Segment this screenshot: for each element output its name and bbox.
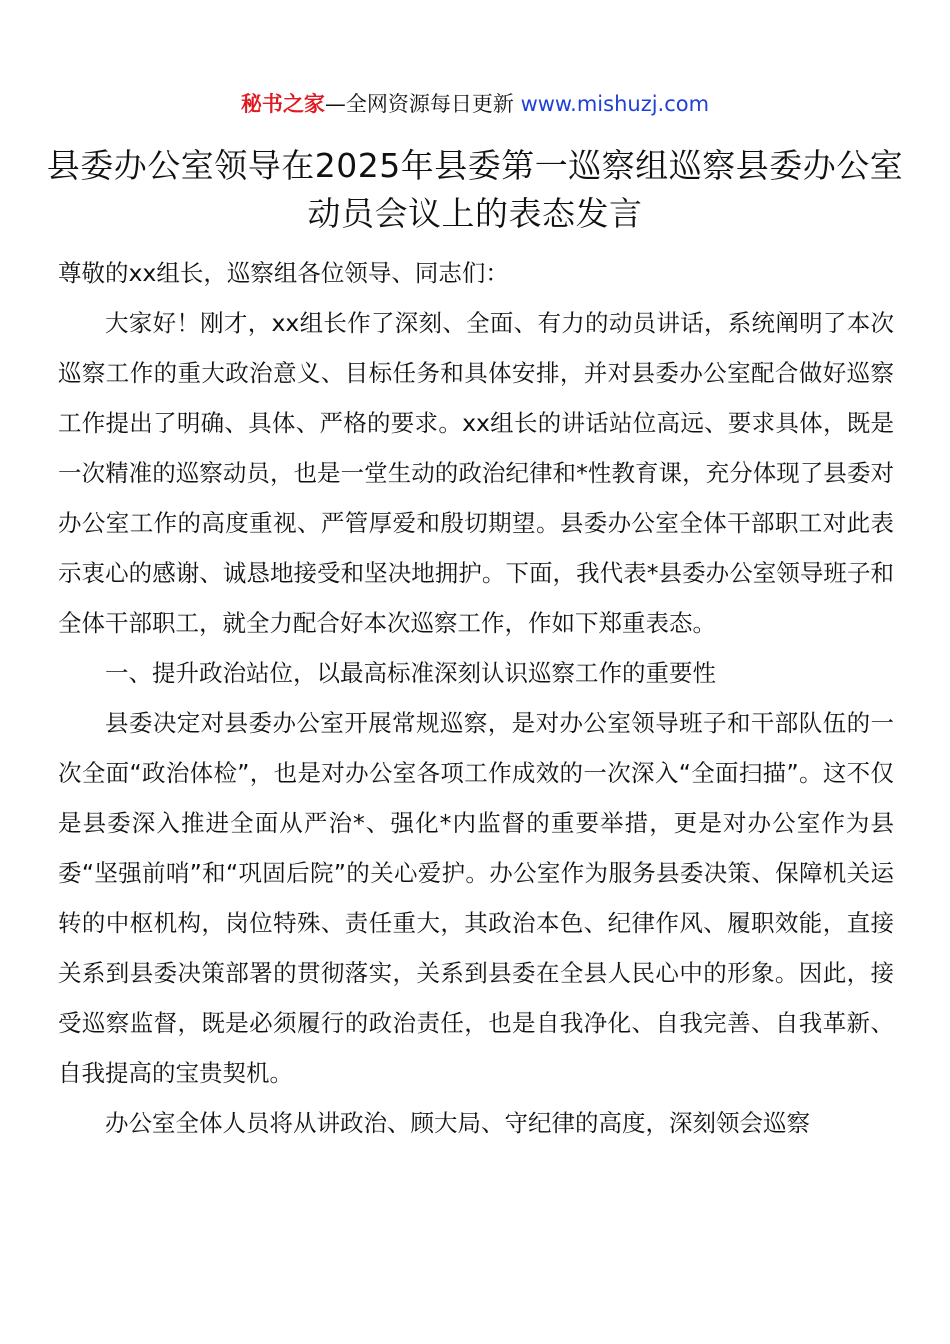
site-url-link[interactable]: www.mishuzj.com <box>520 92 710 116</box>
site-tagline: —全网资源每日更新 <box>324 92 521 116</box>
paragraph: 县委决定对县委办公室开展常规巡察，是对办公室领导班子和干部队伍的一次全面“政治体检”，也是对办公室各项工作成效的一次深入“全面扫描”。这不仅是县委深入推进全面从严治*、强化*内监督的重要举措，更是对办公室作为县委“坚强前哨”和“巩固后院”的关心爱护。办公室作为服务县委决策、保障机关运转的中枢机构，岗位特殊、责任重大，其政治本色、纪律作风、履职效能，直接关系到县委决策部署的贯彻落实，关系到县委在全县人民心中的形象。因此，接受巡察监督，既是必须履行的政治责任，也是自我净化、自我完善、自我革新、自我提高的宝贵契机。 <box>58 709 894 1087</box>
paragraph: 办公室全体人员将从讲政治、顾大局、守纪律的高度，深刻领会巡察 <box>105 1109 810 1137</box>
document-title: 县委办公室领导在2025年县委第一巡察组巡察县委办公室动员会议上的表态发言 <box>46 146 904 233</box>
document-body <box>58 248 894 1148</box>
section-heading: 一、提升政治站位，以最高标准深刻认识巡察工作的重要性 <box>105 659 716 687</box>
paragraph: 大家好！刚才，xx组长作了深刻、全面、有力的动员讲话，系统阐明了本次巡察工作的重大政治意义、目标任务和具体安排，并对县委办公室配合做好巡察工作提出了明确、具体、严格的要求。xx组长的讲话站位高远、要求具体，既是一次精准的巡察动员，也是一堂生动的政治纪律和*性教育课，充分体现了县委对办公室工作的高度重视、严管厚爱和殷切期望。县委办公室全体干部职工对此表示衷心的感谢、诚恳地接受和坚决地拥护。下面，我代表*县委办公室领导班子和全体干部职工，就全力配合好本次巡察工作，作如下郑重表态。 <box>58 309 894 637</box>
site-header <box>0 88 950 120</box>
site-brand: 秘书之家 <box>240 92 325 116</box>
salutation: 尊敬的xx组长，巡察组各位领导、同志们： <box>58 259 509 287</box>
